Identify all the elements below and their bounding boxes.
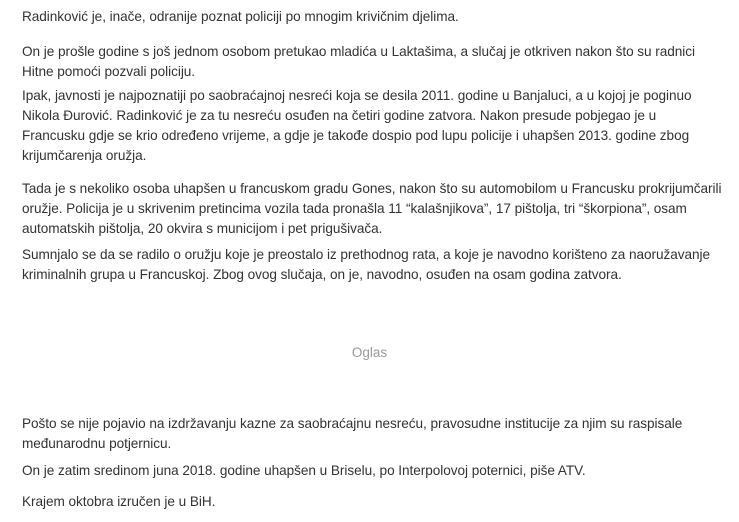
article-paragraph: Tada je s nekoliko osoba uhapšen u francuskom gradu Gones, nakon što su automobilom u Francusku prokrijumčarili oružje. Policija je u skrivenim pretincima vozila tada pronašla 11 “kalašnjikova”, 17 pištolja, tri “škorpiona”, osam automatskih pištolja, 20 okvira s municijom i pet prigušivača. <box>22 181 722 236</box>
article-paragraph: Krajem oktobra izručen je u BiH. <box>22 494 216 509</box>
article-paragraph: Ipak, javnosti je najpoznatiji po saobraćajnoj nesreći koja se desila 2011. godine u Banjaluci, a u kojoj je poginuo Nikola Đurović. Radinković je za tu nesreću osuđen na četiri godine zatvora. Nakon presude pobjegao je u Francusku gdje se krio određeno vrijeme, a gdje je takođe dospio pod lupu policije i uhapšen 2013. godine zbog krijumčarenja oružja. <box>22 88 692 163</box>
article-paragraph: On je zatim sredinom juna 2018. godine uhapšen u Briselu, po Interpolovoj poternici, piše ATV. <box>22 463 586 478</box>
ad-label: Oglas <box>351 345 388 360</box>
article-paragraph: Sumnjalo se da se radilo o oružju koje je preostalo iz prethodnog rata, a koje je navodno korišteno za naoružavanje kriminalnih grupa u Francuskoj. Zbog ovog slučaja, on je, navodno, osuđen na osam godina zatvora. <box>22 247 710 282</box>
article-paragraph: Radinković je, inače, odranije poznat policiji po mnogim krivičnim djelima. <box>22 9 459 24</box>
article-paragraph: On je prošle godine s još jednom osobom pretukao mladića u Laktašima, a slučaj je otkriven nakon što su radnici Hitne pomoći pozvali policiju. <box>22 44 695 79</box>
article-paragraph: Pošto se nije pojavio na izdržavanju kazne za saobraćajnu nesreću, pravosudne institucije za njim su raspisale međunarodnu potjernicu. <box>22 416 683 451</box>
